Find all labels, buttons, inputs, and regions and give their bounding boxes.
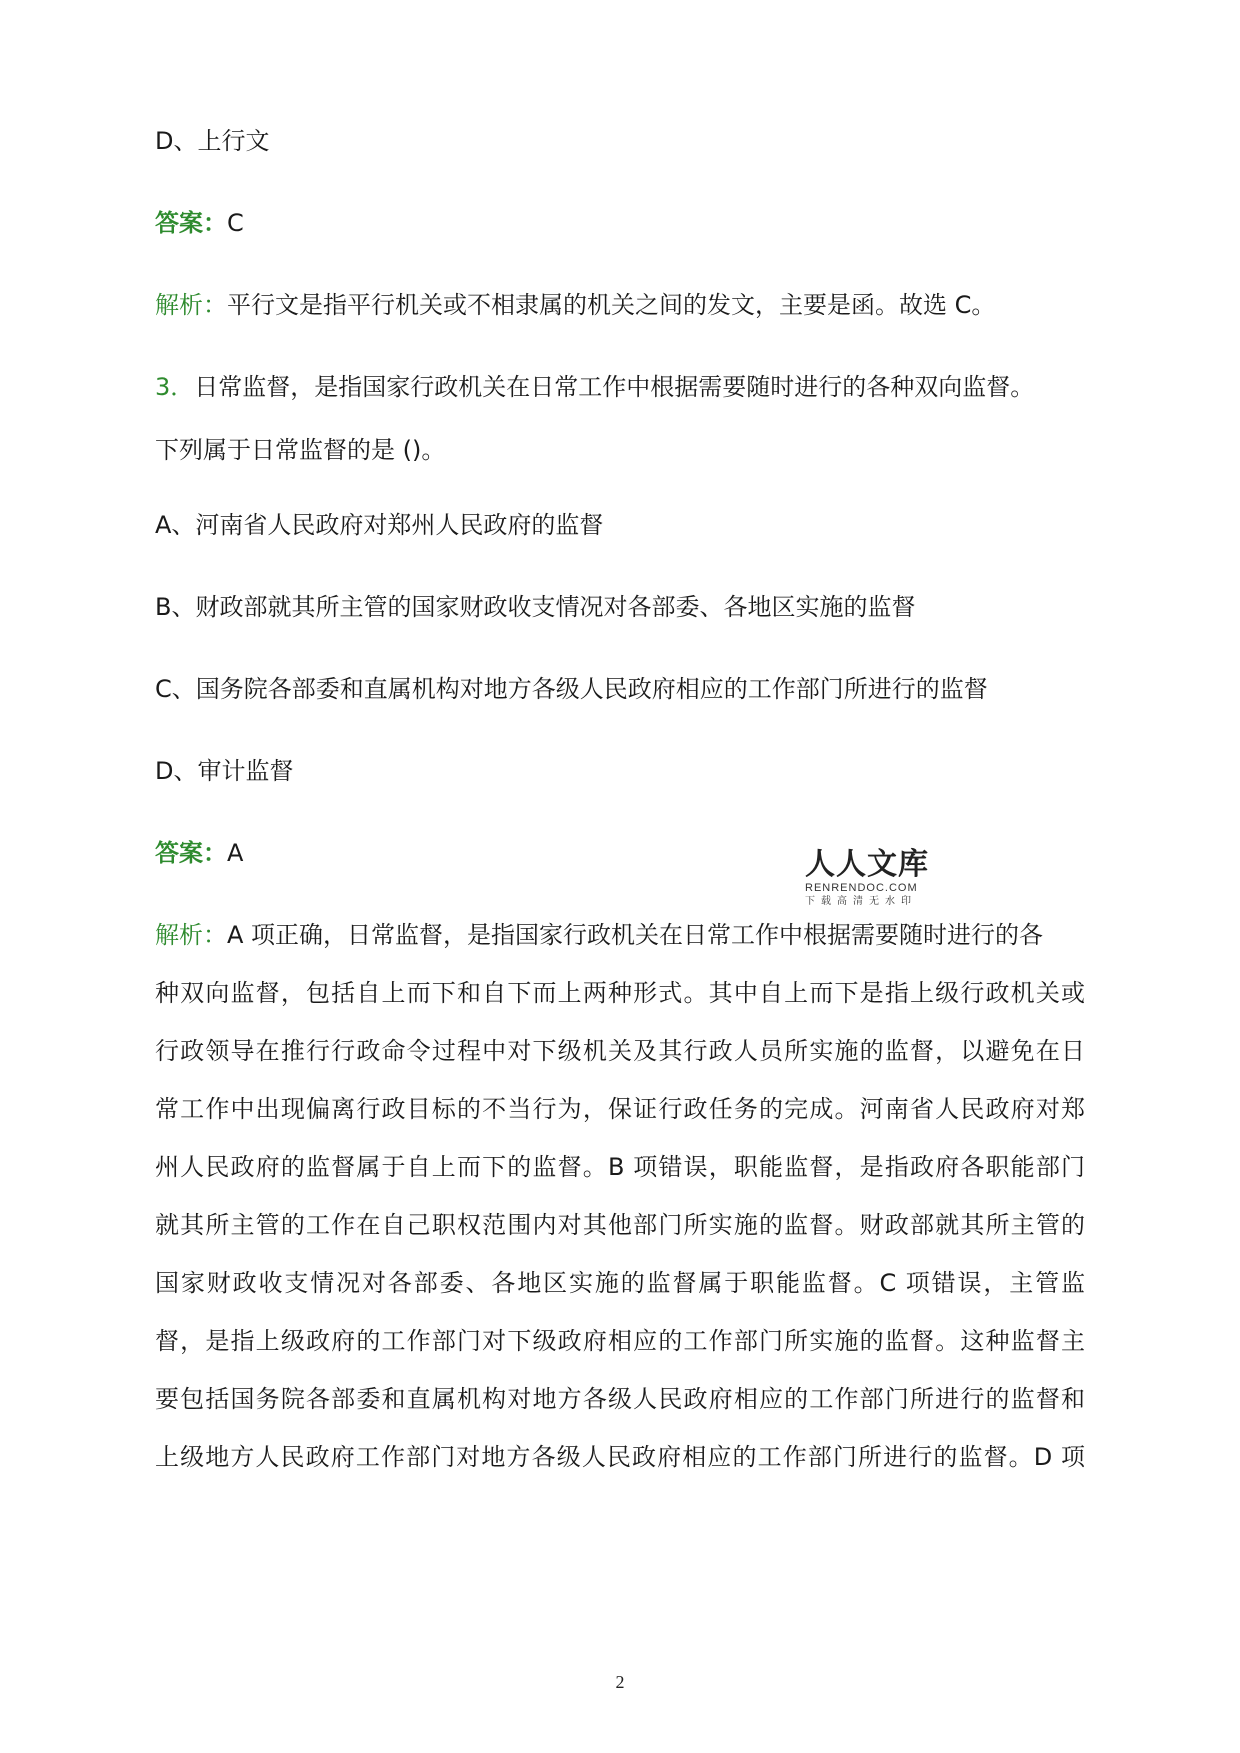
option-c: C、国务院各部委和直属机构对地方各级人民政府相应的工作部门所进行的监督 <box>155 675 988 703</box>
analysis-line-5: 州人民政府的监督属于自上而下的监督。B 项错误，职能监督，是指政府各职能部门 <box>155 1153 1085 1181</box>
answer <box>155 836 243 870</box>
analysis-line-7: 国家财政收支情况对各部委、各地区实施的监督属于职能监督。C 项错误，主管监 <box>155 1269 1085 1297</box>
analysis-line-8: 督，是指上级政府的工作部门对下级政府相应的工作部门所实施的监督。这种监督主 <box>155 1327 1085 1355</box>
question-stem-line1 <box>155 370 1034 404</box>
analysis-line-1 <box>155 918 1043 952</box>
watermark-logo <box>805 848 935 908</box>
option-d: D、审计监督 <box>155 757 294 785</box>
analysis-text: A 项正确，日常监督，是指国家行政机关在日常工作中根据需要随时进行的各 <box>227 921 1044 949</box>
prev-option-d: D、上行文 <box>155 127 270 155</box>
analysis-label: 解析： <box>155 291 227 319</box>
analysis-line-3: 行政领导在推行行政命令过程中对下级机关及其行政人员所实施的监督，以避免在日 <box>155 1037 1085 1065</box>
analysis-line-4: 常工作中出现偏离行政目标的不当行为，保证行政任务的完成。河南省人民政府对郑 <box>155 1095 1085 1123</box>
prev-analysis <box>155 288 995 322</box>
analysis-line-10: 上级地方人民政府工作部门对地方各级人民政府相应的工作部门所进行的监督。D 项 <box>155 1443 1085 1471</box>
watermark-subtitle: 下载高清无水印 <box>805 896 917 907</box>
analysis-text: 平行文是指平行机关或不相隶属的机关之间的发文，主要是函。故选 C。 <box>227 291 996 319</box>
question-stem-line2: 下列属于日常监督的是 ()。 <box>155 436 446 464</box>
page-number: 2 <box>615 1672 625 1692</box>
question-stem-text: 日常监督，是指国家行政机关在日常工作中根据需要随时进行的各种双向监督。 <box>194 373 1035 401</box>
analysis-line-6: 就其所主管的工作在自己职权范围内对其他部门所实施的监督。财政部就其所主管的 <box>155 1211 1085 1239</box>
option-a: A、河南省人民政府对郑州人民政府的监督 <box>155 511 604 539</box>
analysis-line-2: 种双向监督，包括自上而下和自下而上两种形式。其中自上而下是指上级行政机关或 <box>155 979 1085 1007</box>
watermark-url: RENRENDOC.COM <box>805 882 918 894</box>
watermark-title: 人人文库 <box>805 847 929 882</box>
option-b: B、财政部就其所主管的国家财政收支情况对各部委、各地区实施的监督 <box>155 593 916 621</box>
analysis-label: 解析： <box>155 921 227 949</box>
question-number: 3． <box>155 373 195 401</box>
answer-value: A <box>227 839 244 867</box>
answer-label: 答案： <box>155 839 227 867</box>
prev-answer <box>155 206 244 240</box>
answer-value: C <box>227 209 244 237</box>
analysis-line-9: 要包括国务院各部委和直属机构对地方各级人民政府相应的工作部门所进行的监督和 <box>155 1385 1085 1413</box>
answer-label: 答案： <box>155 209 227 237</box>
